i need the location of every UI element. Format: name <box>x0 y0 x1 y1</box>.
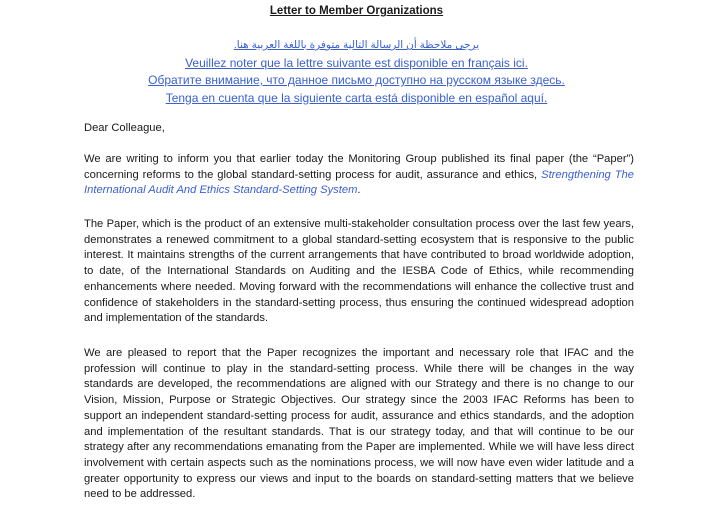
paragraph-ifac-role: We are pleased to report that the Paper recognizes the important and necessary role that IFAC and the profession will continue to play in the standard-setting process. While there will be changes in the way standards are developed, the recommendations are aligned with our Strategy and there is no change to our Vision, Mission, Purpose or Strategic Objectives. Our strategy since the 2003 IFAC Reforms has been to support an independent standard-setting process for audit, assurance and ethics standards, and the adoption and implementation of the resultant standards. That is our strategy today, and that will continue to be our strategy after any recommendations emanating from the Paper are implemented. While we will have less direct involvement with certain aspects such as the nominations process, we will now have even wider latitude and a greater opportunity to express our views and input to the boards on standard-setting matters that we believe need to be addressed. <box>84 347 634 501</box>
russian-version-link[interactable]: Обратите внимание, что данное письмо доступно на русском языке здесь. <box>148 73 565 87</box>
paper-title-link[interactable]: Strengthening The International Audit And Ethics Standard-Setting System <box>84 168 634 197</box>
french-version-link[interactable]: Veuillez noter que la lettre suivante est disponible en français ici. <box>185 55 528 70</box>
paragraph-paper-summary: The Paper, which is the product of an extensive multi-stakeholder consultation process over the last few years, demonstrates a renewed commitment to a global standard-setting ecosystem that is responsive to the public interest. It maintains strengths of the current arrangements that have contributed to broad worldwide adoption, to date, of the International Standards on Auditing and the IESBA Code of Ethics, while recommending enhancements where needed. Moving forward with the recommendations will enhance the collective trust and confidence of stakeholders in the standard-setting process, thus ensuring the continued widespread adoption and implementation of the standards. <box>84 218 634 325</box>
paragraph-intro <box>84 152 634 199</box>
arabic-version-link[interactable]: يرجى ملاحظة أن الرسالة التالية متوفرة باللغة العربية هنا. <box>233 39 480 51</box>
paragraph-intro-end: . <box>357 184 361 197</box>
letter-title: Letter to Member Organizations <box>269 5 444 17</box>
spanish-version-link[interactable]: Tenga en cuenta que la siguiente carta está disponible en español aquí. <box>165 90 548 105</box>
language-links <box>0 37 713 107</box>
paragraph-intro-text: We are writing to inform you that earlier today the Monitoring Group published its final paper (the “Paper”) concerning reforms to the global standard-setting process for audit, assurance and ethics, <box>84 153 634 181</box>
greeting: Dear Colleague, <box>84 122 165 134</box>
